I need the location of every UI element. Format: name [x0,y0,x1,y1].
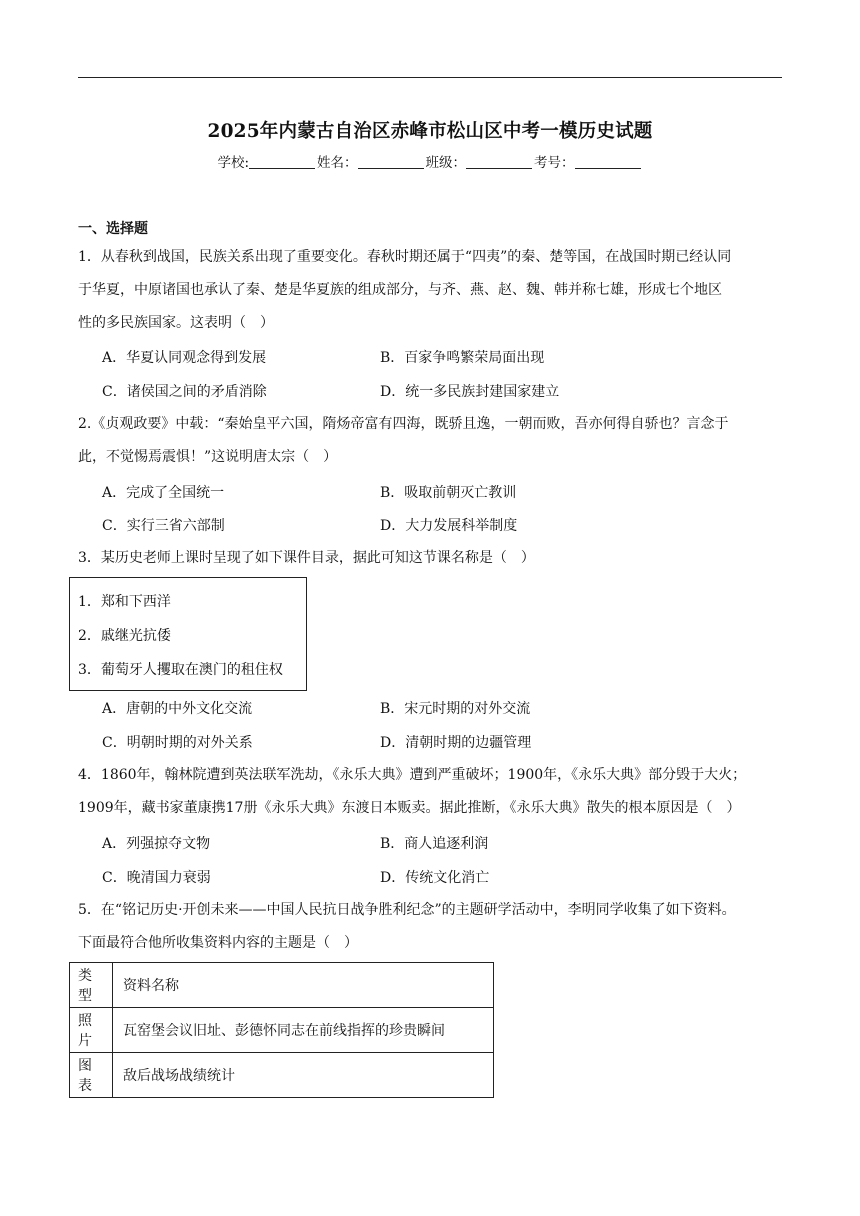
school-label: 学校: [217,155,250,171]
page-title: 2025年内蒙古自治区赤峰市松山区中考一模历史试题 [207,121,653,142]
q3-option-c[interactable]: C．明朝时期的对外关系 [102,735,253,751]
q1-option-d[interactable]: D．统一多民族封建国家建立 [380,384,560,400]
outline-item: 3．葡萄牙人攫取在澳门的租住权 [78,662,283,678]
table-header-row [70,963,494,1008]
q1-option-c[interactable]: C．诸侯国之间的矛盾消除 [102,384,267,400]
class-label: 班级： [425,155,467,171]
courseware-outline-box [69,577,307,691]
table-row [70,1008,494,1053]
top-rule [78,77,782,78]
q4-option-b[interactable]: B．商人追逐利润 [380,836,489,852]
q2-option-a[interactable]: A．完成了全国统一 [102,485,225,501]
table-header-cell: 类型 [70,963,113,1008]
q4-option-c[interactable]: C．晚清国力衰弱 [102,870,211,886]
stem-line: 此，不觉惕焉震惧！”这说明唐太宗（ ） [78,449,338,465]
student-info-line [0,151,860,171]
question-1-stem [78,241,784,340]
q4-option-d[interactable]: D．传统文化消亡 [380,870,490,886]
stem-line: 3．某历史老师上课时呈现了如下课件目录，据此可知这节课名称是（ ） [78,550,535,566]
question-5-stem [78,894,784,960]
stem-line: 于华夏，中原诸国也承认了秦、楚是华夏族的组成部分，与齐、燕、赵、魏、韩并称七雄，形成七个地区 [78,282,722,298]
stem-line: 性的多民族国家。这表明（ ） [78,315,274,331]
exam-no-blank[interactable] [575,155,641,169]
section-title: 一、选择题 [78,221,148,237]
stem-line: 5．在“铭记历史·开创未来——中国人民抗日战争胜利纪念”的主题研学活动中，李明同学收集了如下资料。 [78,902,736,918]
q4-option-a[interactable]: A．列强掠夺文物 [102,836,211,852]
q1-option-a[interactable]: A．华夏认同观念得到发展 [102,350,267,366]
outline-item: 2．戚继光抗倭 [78,628,171,644]
table-cell: 照片 [70,1008,113,1053]
table-cell: 瓦窑堡会议旧址、彭德怀同志在前线指挥的珍贵瞬间 [113,1008,494,1053]
q2-option-b[interactable]: B．吸取前朝灭亡教训 [380,485,517,501]
outline-item: 1．郑和下西洋 [78,594,171,610]
q2-option-d[interactable]: D．大力发展科举制度 [380,518,518,534]
stem-line: 1909年，藏书家董康携17册《永乐大典》东渡日本贩卖。据此推断，《永乐大典》散失的根本原因是（ ） [78,800,741,816]
question-3-stem [78,542,784,575]
name-blank[interactable] [358,155,424,169]
q1-option-b[interactable]: B．百家争鸣繁荣局面出现 [380,350,545,366]
stem-line: 1．从春秋到战国，民族关系出现了重要变化。春秋时期还属于“四夷”的秦、楚等国，在战国时期已经认同 [78,249,732,265]
q3-option-a[interactable]: A．唐朝的中外文化交流 [102,701,253,717]
table-row [70,1053,494,1098]
materials-table [69,962,494,1098]
stem-line: 下面最符合他所收集资料内容的主题是（ ） [78,935,358,951]
stem-line: 2.《贞观政要》中载：“秦始皇平六国，隋炀帝富有四海，既骄且逸，一朝而败，吾亦何得自骄也？言念于 [78,416,729,432]
q2-option-c[interactable]: C．实行三省六部制 [102,518,225,534]
q3-option-d[interactable]: D．清朝时期的边疆管理 [380,735,532,751]
table-header-cell: 资料名称 [113,963,494,1008]
name-label: 姓名： [317,155,358,171]
table-cell: 敌后战场战绩统计 [113,1053,494,1098]
q3-option-b[interactable]: B．宋元时期的对外交流 [380,701,531,717]
class-blank[interactable] [466,155,532,169]
stem-line: 4．1860年，翰林院遭到英法联军洗劫，《永乐大典》遭到严重破坏；1900年，《永乐大典》部分毁于大火； [78,767,747,783]
table-cell: 图表 [70,1053,113,1098]
question-4-stem [78,759,784,825]
question-2-stem [78,408,784,474]
exam-no-label: 考号： [534,155,575,171]
school-blank[interactable] [249,155,315,169]
